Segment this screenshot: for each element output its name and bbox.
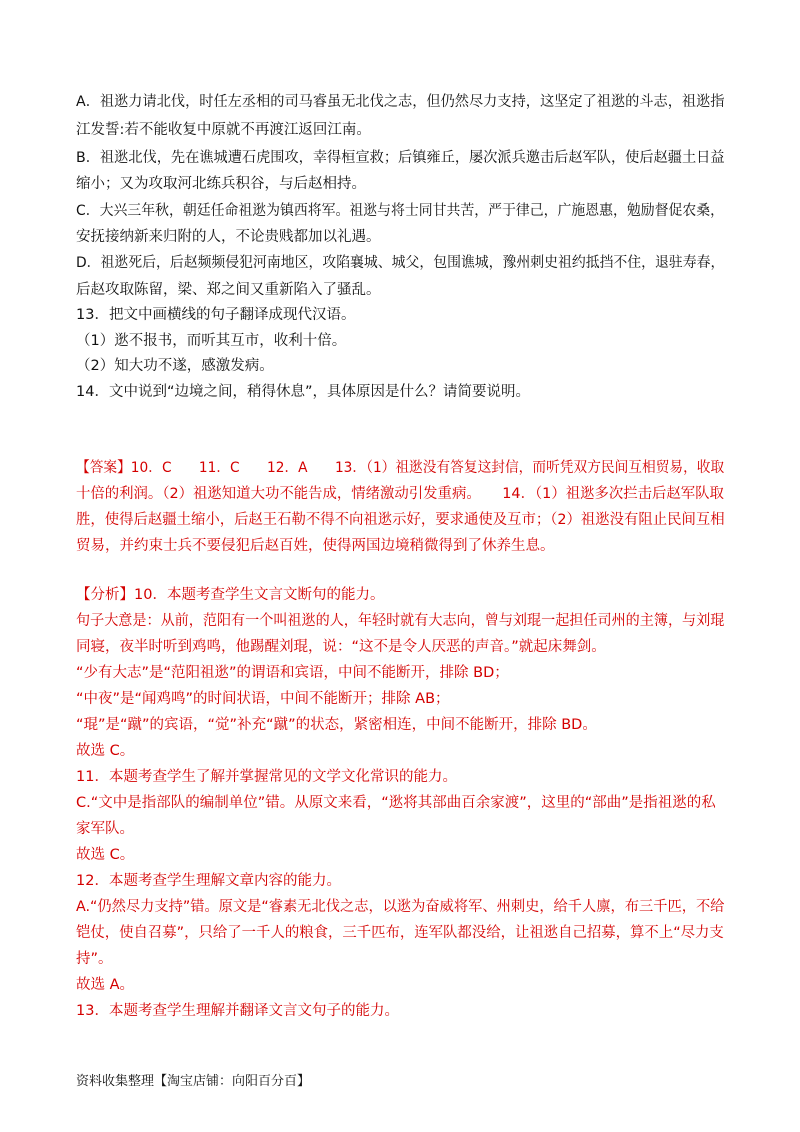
analysis-line: 家军队。 [76, 821, 134, 837]
question-14: 14．文中说到“边境之间，稍得休息”，具体原因是什么？请简要说明。 [76, 384, 530, 400]
analysis-line: C.“文中是指部队的编制单位”错。从原文来看，“逖将其部曲百余家渡”，这里的“部曲”是指祖逖的私 [76, 795, 716, 811]
analysis-line: “中夜”是“闻鸡鸣”的时间状语，中间不能断开；排除 AB； [76, 691, 450, 707]
analysis-conclusion: 故选 A。 [76, 977, 135, 993]
answer-line-2: 十倍的利润。（2）祖逖知道大功不能告成，情绪激动引发重病。 14．（1）祖逖多次拦击后赵军队取 [76, 486, 724, 502]
question-13-item-2: （2）知大功不遂，感激发病。 [76, 358, 274, 374]
answer-line-4: 贸易，并约束士兵不要侵犯后赵百姓，使得两国边境稍微得到了休养生息。 [76, 538, 555, 554]
option-a-line1: A．祖逖力请北伐，时任左丞相的司马睿虽无北伐之志，但仍然尽力支持，这坚定了祖逖的斗志，祖逖指 [76, 94, 725, 110]
analysis-line: 句子大意是：从前，范阳有一个叫祖逖的人，年轻时就有大志向，曾与刘琨一起担任司州的主簿，与刘琨 [76, 613, 725, 629]
option-a-line2: 江发誓:若不能收复中原就不再渡江返回江南。 [76, 122, 371, 138]
analysis-q13-heading: 13．本题考查学生理解并翻译文言文句子的能力。 [76, 1003, 399, 1019]
analysis-conclusion: 故选 C。 [76, 847, 135, 863]
analysis-line: A.“仍然尽力支持”错。原文是“睿素无北伐之志，以逖为奋威将军、州刺史，给千人廪，布三千匹，不给 [76, 899, 725, 915]
option-c-line2: 安抚接纳新来归附的人，不论贵贱都加以礼遇。 [76, 229, 381, 245]
answer-line-1: 【答案】10．C 11．C 12．A 13．（1）祖逖没有答复这封信，而听凭双方民间互相贸易，收取 [76, 460, 725, 476]
analysis-q12-heading: 12．本题考查学生理解文章内容的能力。 [76, 873, 341, 889]
option-d-line1: D．祖逖死后，后赵频频侵犯河南地区，攻陷襄城、城父，包围谯城，豫州刺史祖约抵挡不住，退驻寿春， [76, 255, 725, 271]
page-footer: 资料收集整理【淘宝店铺：向阳百分百】 [76, 1074, 311, 1089]
answer-line-3: 胜，使得后赵疆土缩小，后赵王石勒不得不向祖逖示好，要求通使及互市；（2）祖逖没有阻止民间互相 [76, 512, 725, 528]
analysis-line: 铠仗，使自召募”，只给了一千人的粮食，三千匹布，连军队都没给，让祖逖自己招募，算不上“尽力支 [76, 925, 724, 941]
option-d-line2: 后赵攻取陈留，梁、郑之间又重新陷入了骚乱。 [76, 282, 381, 298]
option-c-line1: C．大兴三年秋，朝廷任命祖逖为镇西将军。祖逖与将士同甘共苦，严于律己，广施恩惠，勉励督促农桑， [76, 203, 725, 219]
question-13: 13．把文中画横线的句子翻译成现代汉语。 [76, 307, 356, 323]
analysis-heading: 【分析】10．本题考查学生文言文断句的能力。 [76, 587, 385, 603]
question-13-item-1: （1）逖不报书，而听其互市，收利十倍。 [76, 333, 347, 349]
analysis-line: “琨”是“蹴”的宾语，“觉”补充“蹴”的状态，紧密相连，中间不能断开，排除 BD。 [76, 717, 597, 733]
analysis-line: “少有大志”是“范阳祖逖”的谓语和宾语，中间不能断开，排除 BD； [76, 665, 509, 681]
analysis-conclusion: 故选 C。 [76, 743, 135, 759]
analysis-line: 同寝，夜半时听到鸡鸣，他踢醒刘琨，说：“这不是令人厌恶的声音。”就起床舞剑。 [76, 639, 606, 655]
option-b-line2: 缩小；又为攻取河北练兵积谷，与后赵相持。 [76, 176, 366, 192]
analysis-q11-heading: 11．本题考查学生了解并掌握常见的文学文化常识的能力。 [76, 769, 457, 785]
option-b-line1: B．祖逖北伐，先在谯城遭石虎围攻，幸得桓宣救；后镇雍丘，屡次派兵邀击后赵军队，使后赵疆土日益 [76, 150, 725, 166]
analysis-line: 持”。 [76, 951, 113, 967]
